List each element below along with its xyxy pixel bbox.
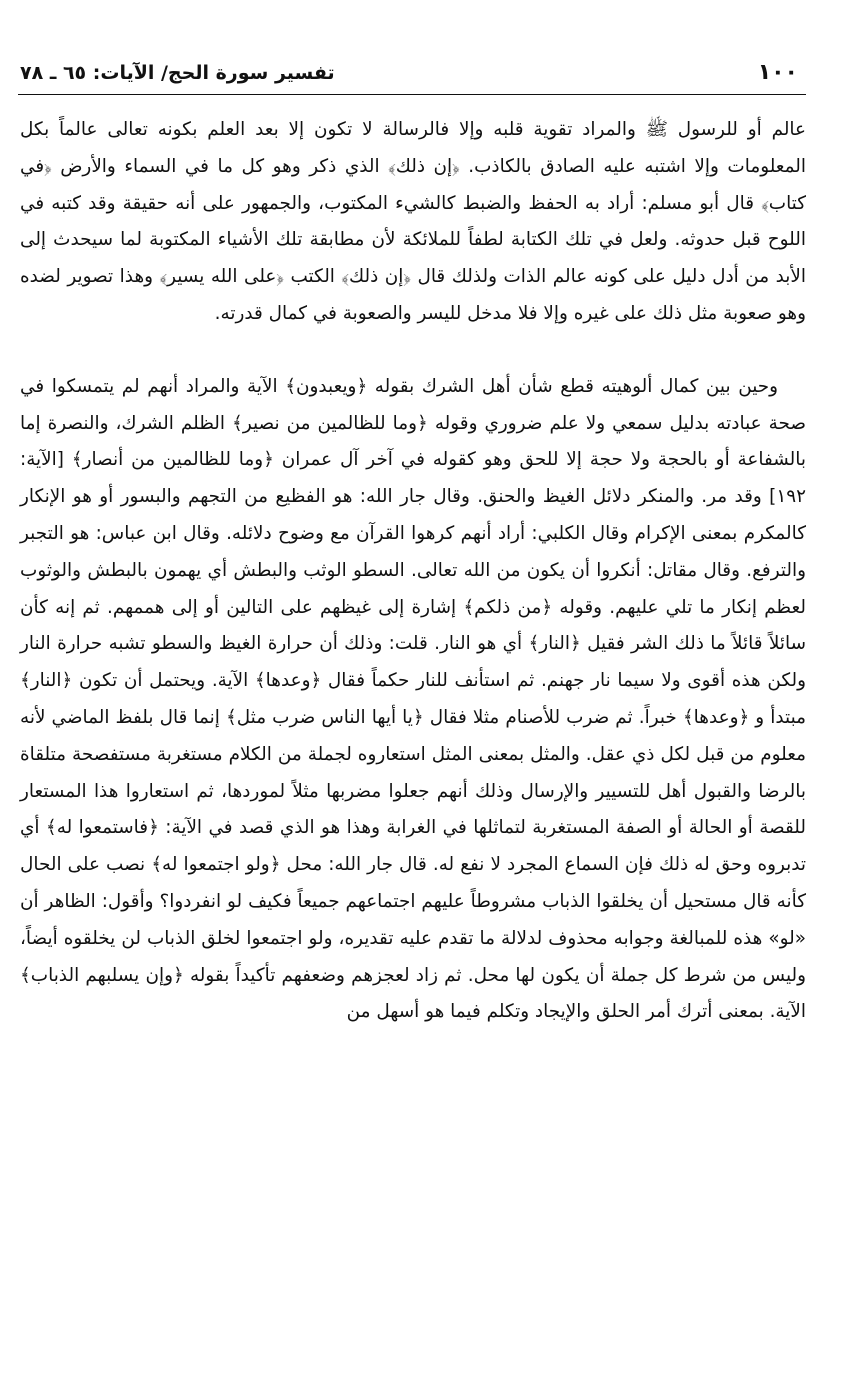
running-title: تفسير سورة الحج/ الآيات: ٦٥ ـ ٧٨ xyxy=(20,62,335,84)
body-text xyxy=(20,112,806,1031)
page-number: ١٠٠ xyxy=(757,60,798,85)
page-header xyxy=(18,58,806,95)
paragraph-1: عالم أو للرسول ﷺ والمراد تقوية قلبه وإلا فالرسالة لا تكون إلا بعد العلم بكونه تعالى عالماً بكل المعلومات وإلا اشتبه عليه الصادق بالكاذب. ﴿إن ذلك﴾ الذي ذكر وهو كل ما في السماء والأرض ﴿في كتاب﴾ قال أبو مسلم: أراد به الحفظ والضبط كالشيء المكتوب، والجمهور على أنه حقيقة وقد كتبه في اللوح قبل حدوثه. ولعل في تلك الكتابة لطفاً للملائكة لأن مطابقة تلك الأشياء المكتوبة لما سيحدث إلى الأبد من أدل دليل على كونه عالم الذات ولذلك قال ﴿إن ذلك﴾ الكتب ﴿على الله يسير﴾ وهذا تصوير لضده وهو صعوبة مثل ذلك على غيره وإلا فلا مدخل لليسر والصعوبة في كمال قدرته. xyxy=(20,119,806,324)
paragraph-2: وحين بين كمال ألوهيته قطع شأن أهل الشرك بقوله ﴿ويعبدون﴾ الآية والمراد أنهم لم يتمسكوا في صحة عبادته بدليل سمعي ولا علم ضروري وقوله ﴿وما للظالمين من نصير﴾ الظلم الشرك، والنصرة إما بالشفاعة أو بالحجة ولا حجة إلا للحق وهو كقوله في آخر آل عمران ﴿وما للظالمين من أنصار﴾ [الآية: ١٩٢] وقد مر. والمنكر دلائل الغيظ والحنق. وقال جار الله: هو الفظيع من التجهم والبسور أو هو الإنكار كالمكرم بمعنى الإكرام وقال الكلبي: أراد أنهم كرهوا القرآن مع وضوح دلائله. وقال ابن عباس: هو التجبر والترفع. وقال مقاتل: أنكروا أن يكون من الله تعالى. السطو الوثب والبطش أي يهمون بالبطش والوثوب لعظم إنكار ما تلي عليهم. وقوله ﴿من ذلكم﴾ إشارة إلى غيظهم على التالين أو إلى هممهم. ثم إنه كأن سائلاً قائلاً ما ذلك الشر فقيل ﴿النار﴾ أي هو النار. قلت: وذلك أن حرارة الغيظ والسطو تشبه حرارة النار ولكن هذه أقوى ولا سيما نار جهنم. ثم استأنف للنار حكماً فقال ﴿وعدها﴾ الآية. ويحتمل أن تكون ﴿النار﴾ مبتدأ و ﴿وعدها﴾ خبراً. ثم ضرب للأصنام مثلا فقال ﴿يا أيها الناس ضرب مثل﴾ إنما قال بلفظ الماضي لأنه معلوم من قبل لكل ذي عقل. والمثل بمعنى المثل استعاروه لجملة من الكلام مستغربة مستفصحة متلقاة بالرضا والقبول أهل للتسيير والإرسال وذلك أنهم جعلوا مضربها مثلاً لموردها، ثم استعاروا هذا المستعار للقصة أو الحالة أو الصفة المستغربة لتماثلها في الغرابة وهذا هو الذي قصد في الآية: ﴿فاستمعوا له﴾ أي تدبروه وحق له ذلك فإن السماع المجرد لا نفع له. قال جار الله: محل ﴿ولو اجتمعوا له﴾ نصب على الحال كأنه قال مستحيل أن يخلقوا الذباب مشروطاً عليهم اجتماعهم جميعاً فكيف لو انفردوا؟ وأقول: الظاهر أن «لو» هذه للمبالغة وجوابه محذوف لدلالة ما تقدم عليه تقديره، ولو اجتمعوا لخلق الذباب لن يخلقوه أيضاً، وليس من شرط كل جملة أن يكون لها محل. ثم زاد لعجزهم وضعفهم تأكيداً بقوله ﴿وإن يسلبهم الذباب﴾ الآية. بمعنى أترك أمر الحلق والإيجاد وتكلم فيما هو أسهل من xyxy=(20,375,806,1023)
